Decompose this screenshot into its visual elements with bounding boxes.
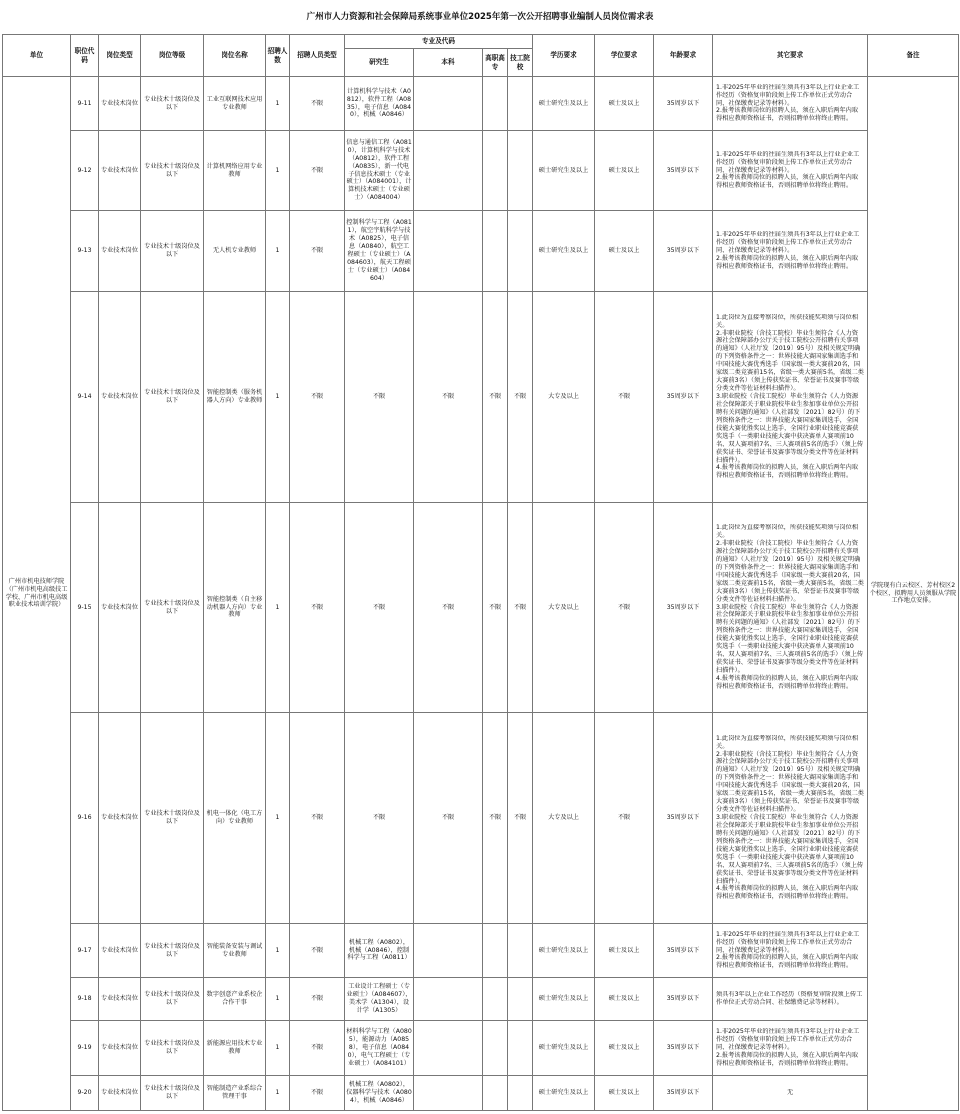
tech-school-cell bbox=[508, 1021, 533, 1076]
grad-major-cell: 工业设计工程硕士（专业硕士）（A084607），美术学（A1304），设计学（A1305） bbox=[345, 978, 414, 1021]
age-cell: 35周岁以下 bbox=[654, 924, 713, 978]
education-cell: 硕士研究生及以上 bbox=[533, 978, 595, 1021]
pos-level-cell: 专业技术十级岗位及以下 bbox=[141, 131, 204, 211]
other-requirements-cell bbox=[713, 1076, 868, 1111]
requirement-item: 2.报考该教师岗位的拟聘人员，须在入职后两年内取得相应教师资格证书，否则招聘单位将终止聘用。 bbox=[716, 254, 859, 270]
table-row bbox=[3, 713, 959, 924]
header-count: 招聘人数 bbox=[266, 35, 290, 77]
degree-cell: 硕士及以上 bbox=[595, 77, 654, 131]
age-cell: 35周岁以下 bbox=[654, 1021, 713, 1076]
header-pos-name: 岗位名称 bbox=[204, 35, 266, 77]
degree-cell: 硕士及以上 bbox=[595, 924, 654, 978]
other-requirements-cell bbox=[713, 211, 868, 292]
pos-type-cell: 专业技术岗位 bbox=[99, 713, 141, 924]
higher-voc-cell: 不限 bbox=[483, 292, 508, 503]
pos-name-cell: 机电一体化（电工方向）专业教师 bbox=[204, 713, 266, 924]
header-other: 其它要求 bbox=[713, 35, 868, 77]
requirement-item: 1.此岗位为直接考察岗位，所获技能奖项须与岗位相关。 bbox=[716, 734, 859, 750]
other-requirements-cell bbox=[713, 978, 868, 1021]
age-cell: 35周岁以下 bbox=[654, 1076, 713, 1111]
other-requirements-cell bbox=[713, 77, 868, 131]
pos-level-cell: 专业技术十级岗位及以下 bbox=[141, 77, 204, 131]
pos-level-cell: 专业技术十级岗位及以下 bbox=[141, 292, 204, 503]
degree-cell: 硕士及以上 bbox=[595, 1021, 654, 1076]
unit-cell: 广州市机电技师学院（广州市机电高级技工学校、广州市机电高级职业技术培训学院） bbox=[3, 77, 71, 1111]
pos-level-cell: 专业技术十级岗位及以下 bbox=[141, 1021, 204, 1076]
count-cell: 1 bbox=[266, 1076, 290, 1111]
bachelor-major-cell bbox=[414, 924, 483, 978]
job-code-cell: 9-13 bbox=[71, 211, 99, 292]
header-higher-voc: 高职高专 bbox=[483, 49, 508, 77]
target-cell: 不限 bbox=[290, 77, 345, 131]
header-pos-type: 岗位类型 bbox=[99, 35, 141, 77]
grad-major-cell: 机械工程（A0802），机械（A0846），控制科学与工程（A0811） bbox=[345, 924, 414, 978]
degree-cell: 硕士及以上 bbox=[595, 131, 654, 211]
tech-school-cell bbox=[508, 924, 533, 978]
requirement-item: 1.非2025年毕业的往届生须具有3年以上行业企业工作经历（资格复审阶段须上传工作单位正式劳动合同、社保缴费记录等材料）。 bbox=[716, 930, 860, 954]
pos-name-cell: 智能制造产业系综合管理干事 bbox=[204, 1076, 266, 1111]
bachelor-major-cell bbox=[414, 211, 483, 292]
education-cell: 硕士研究生及以上 bbox=[533, 1021, 595, 1076]
requirement-item: 2.报考该教师岗位的拟聘人员，须在入职后两年内取得相应教师资格证书，否则招聘单位将终止聘用。 bbox=[716, 1051, 859, 1067]
higher-voc-cell bbox=[483, 1076, 508, 1111]
grad-major-cell: 控制科学与工程（A0811），航空宇航科学与技术（A0825），电子信息（A0840），航空工程硕士（专业硕士）（A084603），航天工程硕士（专业硕士）（A084604） bbox=[345, 211, 414, 292]
tech-school-cell: 不限 bbox=[508, 503, 533, 713]
other-requirements-cell bbox=[713, 1021, 868, 1076]
job-code-cell: 9-15 bbox=[71, 503, 99, 713]
job-code-cell: 9-14 bbox=[71, 292, 99, 503]
header-pos-level: 岗位等级 bbox=[141, 35, 204, 77]
grad-major-cell: 不限 bbox=[345, 713, 414, 924]
education-cell: 大专及以上 bbox=[533, 713, 595, 924]
bachelor-major-cell bbox=[414, 1076, 483, 1111]
education-cell: 硕士研究生及以上 bbox=[533, 1076, 595, 1111]
other-requirements-cell bbox=[713, 503, 868, 713]
target-cell: 不限 bbox=[290, 503, 345, 713]
requirement-item: 1.非2025年毕业的往届生须具有3年以上行业企业工作经历（资格复审阶段须上传工作单位正式劳动合同、社保缴费记录等材料）。 bbox=[716, 1028, 860, 1052]
other-requirements-cell bbox=[713, 924, 868, 978]
higher-voc-cell bbox=[483, 978, 508, 1021]
requirement-item: 1.此岗位为直接考察岗位，所获技能奖项须与岗位相关。 bbox=[716, 524, 859, 540]
job-code-cell: 9-17 bbox=[71, 924, 99, 978]
requirement-item: 1.非2025年毕业的往届生须具有3年以上行业企业工作经历（资格复审阶段须上传工作单位正式劳动合同、社保缴费记录等材料）。 bbox=[716, 150, 860, 174]
tech-school-cell: 不限 bbox=[508, 713, 533, 924]
pos-type-cell: 专业技术岗位 bbox=[99, 77, 141, 131]
header-tech-school: 技工院校 bbox=[508, 49, 533, 77]
degree-cell: 不限 bbox=[595, 713, 654, 924]
age-cell: 35周岁以下 bbox=[654, 503, 713, 713]
age-cell: 35周岁以下 bbox=[654, 211, 713, 292]
education-cell: 硕士研究生及以上 bbox=[533, 77, 595, 131]
target-cell: 不限 bbox=[290, 131, 345, 211]
requirement-item: 4.报考该教师岗位的拟聘人员，须在入职后两年内取得相应教师资格证书，否则招聘单位将终止聘用。 bbox=[716, 885, 859, 901]
requirement-item: 2.非职业院校（含技工院校）毕业生须符合《人力资源社会保障部办公厅关于技工院校公开招聘有关事项的通知》（人社厅发〔2019〕95号）及相关规定明确的下列资格条件之一：世界技能大赛国家集训选手和中国技能大赛优秀选手（国家级一类大赛前20名，国家级二类竞赛前15名，省级一类大赛前5名，省级二类大赛前3名）（须上传获奖证书、荣誉证书及赛事等级分类文件等佐证材料扫描件）。 bbox=[716, 329, 864, 393]
requirement-item: 1.非2025年毕业的往届生须具有3年以上行业企业工作经历（资格复审阶段须上传工作单位正式劳动合同、社保缴费记录等材料）。 bbox=[716, 231, 860, 255]
pos-type-cell: 专业技术岗位 bbox=[99, 131, 141, 211]
degree-cell: 不限 bbox=[595, 292, 654, 503]
job-code-cell: 9-20 bbox=[71, 1076, 99, 1111]
grad-major-cell: 机械工程（A0802），仪器科学与技术（A0804），机械（A0846） bbox=[345, 1076, 414, 1111]
pos-name-cell: 计算机网络应用专业教师 bbox=[204, 131, 266, 211]
pos-type-cell: 专业技术岗位 bbox=[99, 292, 141, 503]
other-requirements-cell bbox=[713, 131, 868, 211]
pos-name-cell: 智能控制类（服务机器人方向）专业教师 bbox=[204, 292, 266, 503]
job-code-cell: 9-19 bbox=[71, 1021, 99, 1076]
requirement-item: 1.此岗位为直接考察岗位，所获技能奖项须与岗位相关。 bbox=[716, 313, 859, 329]
education-cell: 大专及以上 bbox=[533, 292, 595, 503]
requirement-item: 3.职业院校（含技工院校）毕业生须符合《人力资源社会保障部关于职业院校毕业生参加事业单位公开招聘有关问题的通知》（人社部发〔2021〕82号）的下列资格条件之一：世界技能大赛国家集训选手，全国技能大赛优胜奖以上选手，全国行业职业技能竞赛获奖选手（一类职业技能大赛中获决赛单人赛项前10名、双人赛项前7名、三人赛项前5名的选手）（须上传获奖证书、荣誉证书及赛事等级分类文件等佐证材料扫描件）。 bbox=[716, 393, 864, 464]
table-row bbox=[3, 924, 959, 978]
degree-cell: 硕士及以上 bbox=[595, 1076, 654, 1111]
remark-cell: 学院现有白云校区、芳村校区2个校区，拟聘用人员须服从学院工作地点安排。 bbox=[868, 77, 959, 1111]
requirement-item: 4.报考该教师岗位的拟聘人员，须在入职后两年内取得相应教师资格证书，否则招聘单位将终止聘用。 bbox=[716, 464, 859, 480]
pos-name-cell: 智能装备安装与调试专业教师 bbox=[204, 924, 266, 978]
target-cell: 不限 bbox=[290, 1076, 345, 1111]
pos-type-cell: 专业技术岗位 bbox=[99, 503, 141, 713]
bachelor-major-cell bbox=[414, 978, 483, 1021]
grad-major-cell: 计算机科学与技术（A0812），软件工程（A0835），电子信息（A0840），机械（A0846） bbox=[345, 77, 414, 131]
target-cell: 不限 bbox=[290, 978, 345, 1021]
requirement-item: 2.报考该教师岗位的拟聘人员，须在入职后两年内取得相应教师资格证书，否则招聘单位将终止聘用。 bbox=[716, 107, 859, 123]
education-cell: 硕士研究生及以上 bbox=[533, 211, 595, 292]
requirement-item: 3.职业院校（含技工院校）毕业生须符合《人力资源社会保障部关于职业院校毕业生参加事业单位公开招聘有关问题的通知》（人社部发〔2021〕82号）的下列资格条件之一：世界技能大赛国家集训选手，全国技能大赛优胜奖以上选手，全国行业职业技能竞赛获奖选手（一类职业技能大赛中获决赛单人赛项前10名、双人赛项前7名、三人赛项前5名的选手）（须上传获奖证书、荣誉证书及赛事等级分类文件等佐证材料扫描件）。 bbox=[716, 814, 864, 885]
requirement-item: 2.报考该教师岗位的拟聘人员，须在入职后两年内取得相应教师资格证书，否则招聘单位将终止聘用。 bbox=[716, 174, 859, 190]
degree-cell: 不限 bbox=[595, 503, 654, 713]
pos-level-cell: 专业技术十级岗位及以下 bbox=[141, 978, 204, 1021]
table-row bbox=[3, 1021, 959, 1076]
pos-type-cell: 专业技术岗位 bbox=[99, 924, 141, 978]
bachelor-major-cell bbox=[414, 1021, 483, 1076]
pos-type-cell: 专业技术岗位 bbox=[99, 211, 141, 292]
pos-name-cell: 数字创意产业系校企合作干事 bbox=[204, 978, 266, 1021]
higher-voc-cell: 不限 bbox=[483, 713, 508, 924]
requirement-item: 须具有3年以上企业工作经历（资格复审阶段须上传工作单位正式劳动合同、社保缴费记录等材料）。 bbox=[716, 991, 863, 1006]
pos-type-cell: 专业技术岗位 bbox=[99, 978, 141, 1021]
header-remark: 备注 bbox=[868, 35, 959, 77]
requirement-item: 1.非2025年毕业的往届生须具有3年以上行业企业工作经历（资格复审阶段须上传工作单位正式劳动合同、社保缴费记录等材料）。 bbox=[716, 83, 860, 107]
bachelor-major-cell: 不限 bbox=[414, 713, 483, 924]
education-cell: 大专及以上 bbox=[533, 503, 595, 713]
header-major-group: 专业及代码 bbox=[345, 35, 533, 49]
bachelor-major-cell bbox=[414, 77, 483, 131]
header-degree: 学位要求 bbox=[595, 35, 654, 77]
tech-school-cell bbox=[508, 131, 533, 211]
pos-name-cell: 智能控制类（自主移动机器人方向）专业教师 bbox=[204, 503, 266, 713]
tech-school-cell bbox=[508, 211, 533, 292]
count-cell: 1 bbox=[266, 924, 290, 978]
higher-voc-cell bbox=[483, 924, 508, 978]
higher-voc-cell bbox=[483, 211, 508, 292]
table-row bbox=[3, 292, 959, 503]
tech-school-cell bbox=[508, 1076, 533, 1111]
pos-name-cell: 新能源应用技术专业教师 bbox=[204, 1021, 266, 1076]
job-code-cell: 9-11 bbox=[71, 77, 99, 131]
pos-type-cell: 专业技术岗位 bbox=[99, 1021, 141, 1076]
tech-school-cell: 不限 bbox=[508, 292, 533, 503]
higher-voc-cell bbox=[483, 131, 508, 211]
grad-major-cell: 材料科学与工程（A0805），能源动力（A0858），电子信息（A0840），电气工程硕士（专业硕士）（A084101） bbox=[345, 1021, 414, 1076]
requirement-item: 2.报考该教师岗位的拟聘人员，须在入职后两年内取得相应教师资格证书，否则招聘单位将终止聘用。 bbox=[716, 954, 859, 970]
header-bachelor: 本科 bbox=[414, 49, 483, 77]
count-cell: 1 bbox=[266, 77, 290, 131]
grad-major-cell: 不限 bbox=[345, 292, 414, 503]
header-grad: 研究生 bbox=[345, 49, 414, 77]
table-row bbox=[3, 503, 959, 713]
count-cell: 1 bbox=[266, 713, 290, 924]
table-row bbox=[3, 1076, 959, 1111]
bachelor-major-cell bbox=[414, 131, 483, 211]
job-code-cell: 9-16 bbox=[71, 713, 99, 924]
requirement-item: 2.非职业院校（含技工院校）毕业生须符合《人力资源社会保障部办公厅关于技工院校公开招聘有关事项的通知》（人社厅发〔2019〕95号）及相关规定明确的下列资格条件之一：世界技能大赛国家集训选手和中国技能大赛优秀选手（国家级一类大赛前20名，国家级二类竞赛前15名，省级一类大赛前5名，省级二类大赛前3名）（须上传获奖证书、荣誉证书及赛事等级分类文件等佐证材料扫描件）。 bbox=[716, 750, 864, 814]
page-title: 广州市人力资源和社会保障局系统事业单位2025年第一次公开招聘事业编制人员岗位需求表 bbox=[306, 12, 654, 22]
header-age: 年龄要求 bbox=[654, 35, 713, 77]
count-cell: 1 bbox=[266, 503, 290, 713]
table-row bbox=[3, 978, 959, 1021]
table-row bbox=[3, 77, 959, 131]
count-cell: 1 bbox=[266, 1021, 290, 1076]
header-education: 学历要求 bbox=[533, 35, 595, 77]
age-cell: 35周岁以下 bbox=[654, 978, 713, 1021]
requirement-item: 无 bbox=[786, 1089, 794, 1097]
pos-level-cell: 专业技术十级岗位及以下 bbox=[141, 211, 204, 292]
higher-voc-cell: 不限 bbox=[483, 503, 508, 713]
target-cell: 不限 bbox=[290, 713, 345, 924]
count-cell: 1 bbox=[266, 131, 290, 211]
target-cell: 不限 bbox=[290, 211, 345, 292]
grad-major-cell: 信息与通信工程（A0810），计算机科学与技术（A0812），软件工程（A0835），新一代电子信息技术硕士（专业硕士）（A084001），计算机技术硕士（专业硕士）（A084004） bbox=[345, 131, 414, 211]
grad-major-cell: 不限 bbox=[345, 503, 414, 713]
pos-level-cell: 专业技术十级岗位及以下 bbox=[141, 503, 204, 713]
pos-type-cell: 专业技术岗位 bbox=[99, 1076, 141, 1111]
tech-school-cell bbox=[508, 77, 533, 131]
other-requirements-cell bbox=[713, 292, 868, 503]
degree-cell: 硕士及以上 bbox=[595, 211, 654, 292]
other-requirements-cell bbox=[713, 713, 868, 924]
target-cell: 不限 bbox=[290, 292, 345, 503]
count-cell: 1 bbox=[266, 211, 290, 292]
job-requirements-table bbox=[2, 34, 959, 1111]
requirement-item: 4.报考该教师岗位的拟聘人员，须在入职后两年内取得相应教师资格证书，否则招聘单位将终止聘用。 bbox=[716, 674, 859, 690]
header-unit: 单位 bbox=[3, 35, 71, 77]
target-cell: 不限 bbox=[290, 1021, 345, 1076]
higher-voc-cell bbox=[483, 77, 508, 131]
table-row bbox=[3, 211, 959, 292]
requirement-item: 3.职业院校（含技工院校）毕业生须符合《人力资源社会保障部关于职业院校毕业生参加事业单位公开招聘有关问题的通知》（人社部发〔2021〕82号）的下列资格条件之一：世界技能大赛国家集训选手，全国技能大赛优胜奖以上选手，全国行业职业技能竞赛获奖选手（一类职业技能大赛中获决赛单人赛项前10名、双人赛项前7名、三人赛项前5名的选手）（须上传获奖证书、荣誉证书及赛事等级分类文件等佐证材料扫描件）。 bbox=[716, 603, 864, 675]
pos-level-cell: 专业技术十级岗位及以下 bbox=[141, 924, 204, 978]
count-cell: 1 bbox=[266, 292, 290, 503]
header-code: 职位代码 bbox=[71, 35, 99, 77]
higher-voc-cell bbox=[483, 1021, 508, 1076]
pos-level-cell: 专业技术十级岗位及以下 bbox=[141, 713, 204, 924]
age-cell: 35周岁以下 bbox=[654, 77, 713, 131]
age-cell: 35周岁以下 bbox=[654, 131, 713, 211]
age-cell: 35周岁以下 bbox=[654, 292, 713, 503]
education-cell: 硕士研究生及以上 bbox=[533, 924, 595, 978]
bachelor-major-cell: 不限 bbox=[414, 503, 483, 713]
pos-name-cell: 无人机专业教师 bbox=[204, 211, 266, 292]
job-code-cell: 9-12 bbox=[71, 131, 99, 211]
header-target: 招聘人员类型 bbox=[290, 35, 345, 77]
table-row bbox=[3, 131, 959, 211]
education-cell: 硕士研究生及以上 bbox=[533, 131, 595, 211]
degree-cell: 硕士及以上 bbox=[595, 978, 654, 1021]
pos-level-cell: 专业技术十级岗位及以下 bbox=[141, 1076, 204, 1111]
pos-name-cell: 工业互联网技术应用专业教师 bbox=[204, 77, 266, 131]
target-cell: 不限 bbox=[290, 924, 345, 978]
tech-school-cell bbox=[508, 978, 533, 1021]
count-cell: 1 bbox=[266, 978, 290, 1021]
job-code-cell: 9-18 bbox=[71, 978, 99, 1021]
bachelor-major-cell: 不限 bbox=[414, 292, 483, 503]
requirement-item: 2.非职业院校（含技工院校）毕业生须符合《人力资源社会保障部办公厅关于技工院校公开招聘有关事项的通知》（人社厅发〔2019〕95号）及相关规定明确的下列资格条件之一：世界技能大赛国家集训选手和中国技能大赛优秀选手（国家级一类大赛前20名，国家级二类竞赛前15名，省级一类大赛前5名，省级二类大赛前3名）（须上传获奖证书、荣誉证书及赛事等级分类文件等佐证材料扫描件）。 bbox=[716, 540, 864, 603]
age-cell: 35周岁以下 bbox=[654, 713, 713, 924]
